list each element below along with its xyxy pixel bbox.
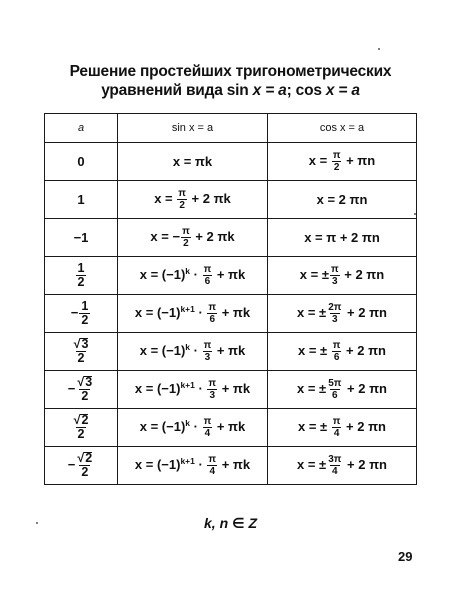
denominator: 6 bbox=[333, 352, 340, 363]
table-row bbox=[45, 371, 417, 409]
fraction bbox=[332, 150, 342, 173]
numerator: π bbox=[203, 340, 212, 351]
a-value: 0 bbox=[77, 154, 85, 169]
cos-suffix: + 2 πn bbox=[343, 456, 387, 472]
fraction bbox=[76, 376, 93, 403]
cos-suffix: + πn bbox=[342, 152, 376, 168]
numerator: π bbox=[332, 340, 341, 351]
sin-suffix: + πk bbox=[213, 342, 246, 358]
sin-dot: · bbox=[190, 266, 202, 282]
cell-cos bbox=[268, 295, 417, 333]
cos-suffix: + 2 πn bbox=[343, 304, 387, 320]
numerator: 2π bbox=[328, 302, 342, 313]
sin-prefix: x = bbox=[154, 190, 177, 206]
numerator: π bbox=[208, 378, 217, 389]
sin-exponent: k bbox=[185, 265, 191, 276]
cell-a bbox=[45, 143, 118, 181]
cos-solution: x = π + 2 πn bbox=[304, 230, 380, 245]
sqrt-expression bbox=[73, 414, 90, 427]
cell-cos bbox=[268, 447, 417, 485]
denominator: 4 bbox=[333, 428, 340, 439]
sin-suffix: + πk bbox=[213, 418, 246, 434]
header-cos: cos x = a bbox=[268, 114, 417, 143]
table-row bbox=[45, 333, 417, 371]
cos-prefix: x = ± bbox=[297, 456, 327, 472]
fraction bbox=[181, 226, 191, 249]
cos-suffix: + 2 πn bbox=[342, 342, 386, 358]
denominator: 2 bbox=[183, 238, 189, 249]
cell-a bbox=[45, 219, 118, 257]
title-line-2-sep: ; cos bbox=[286, 82, 326, 99]
cos-suffix: + 2 πn bbox=[343, 380, 387, 396]
fraction bbox=[177, 188, 187, 211]
cell-sin bbox=[118, 257, 268, 295]
page-title bbox=[0, 62, 461, 100]
sqrt-radicand: 2 bbox=[81, 413, 89, 427]
cell-cos bbox=[268, 409, 417, 447]
denominator: 6 bbox=[204, 276, 211, 287]
header-sin: sin x = a bbox=[118, 114, 268, 143]
table-row bbox=[45, 181, 417, 219]
cell-sin bbox=[118, 409, 268, 447]
sqrt-radicand: 3 bbox=[85, 375, 93, 389]
denominator: 3 bbox=[204, 352, 211, 363]
denominator: 2 bbox=[77, 275, 85, 289]
table-header-row bbox=[45, 114, 417, 143]
denominator: 6 bbox=[332, 390, 338, 401]
cell-a bbox=[45, 409, 118, 447]
sin-suffix: + 2 πk bbox=[187, 190, 231, 206]
denominator: 4 bbox=[209, 466, 216, 477]
cell-sin bbox=[118, 295, 268, 333]
fraction bbox=[327, 454, 342, 477]
a-sign: − bbox=[67, 380, 76, 396]
denominator: 2 bbox=[77, 427, 85, 441]
cell-cos bbox=[268, 219, 417, 257]
sin-prefix: x = (−1) bbox=[139, 342, 186, 358]
numerator: π bbox=[182, 226, 190, 237]
numerator: π bbox=[203, 416, 212, 427]
fraction bbox=[330, 264, 340, 287]
sin-suffix: + πk bbox=[218, 304, 251, 320]
cell-a bbox=[45, 257, 118, 295]
numerator: π bbox=[332, 150, 341, 161]
cos-prefix: x = ± bbox=[297, 380, 327, 396]
sqrt-symbol: √ bbox=[77, 451, 85, 465]
a-sign: − bbox=[67, 456, 76, 472]
title-line-2 bbox=[0, 81, 461, 100]
sin-dot: · bbox=[194, 304, 207, 320]
cell-sin bbox=[118, 333, 268, 371]
fraction bbox=[76, 452, 93, 479]
denominator: 2 bbox=[333, 162, 340, 173]
scan-speck bbox=[36, 522, 38, 524]
footer-note: k, n ∈ Z bbox=[204, 515, 257, 531]
table-row bbox=[45, 257, 417, 295]
header-a: a bbox=[45, 114, 118, 143]
title-var-2: x = a bbox=[325, 82, 360, 99]
sin-suffix: + πk bbox=[213, 266, 246, 282]
sin-suffix: + πk bbox=[218, 380, 251, 396]
table-row bbox=[45, 295, 417, 333]
numerator: π bbox=[208, 302, 217, 313]
sin-dot: · bbox=[190, 418, 202, 434]
cell-a bbox=[45, 447, 118, 485]
sin-prefix: x = (−1) bbox=[139, 418, 186, 434]
sin-exponent: k+1 bbox=[180, 379, 195, 390]
sin-prefix: x = (−1) bbox=[134, 380, 181, 396]
sqrt-radicand: 3 bbox=[81, 337, 89, 351]
sqrt-symbol: √ bbox=[73, 337, 81, 351]
cell-cos bbox=[268, 371, 417, 409]
fraction bbox=[327, 302, 342, 325]
fraction bbox=[203, 416, 213, 439]
scan-speck bbox=[414, 213, 416, 215]
cos-prefix: x = ± bbox=[297, 304, 327, 320]
sin-solution: x = πk bbox=[172, 154, 213, 169]
fraction bbox=[203, 264, 213, 287]
sin-prefix: x = (−1) bbox=[134, 456, 181, 472]
cell-cos bbox=[268, 181, 417, 219]
sin-exponent: k bbox=[185, 417, 191, 428]
fraction bbox=[332, 416, 342, 439]
denominator: 4 bbox=[204, 428, 211, 439]
sin-prefix: x = − bbox=[150, 228, 181, 244]
denominator: 3 bbox=[332, 314, 338, 325]
sin-dot: · bbox=[194, 456, 207, 472]
cell-a bbox=[45, 333, 118, 371]
solutions-table bbox=[44, 113, 417, 485]
cell-sin bbox=[118, 371, 268, 409]
denominator: 2 bbox=[81, 389, 89, 403]
cell-a bbox=[45, 181, 118, 219]
denominator: 2 bbox=[81, 313, 89, 327]
sqrt-expression bbox=[76, 376, 93, 389]
title-line-2-prefix: уравнений вида sin bbox=[101, 82, 253, 99]
numerator: π bbox=[208, 454, 217, 465]
numerator: π bbox=[332, 416, 341, 427]
cos-prefix: x = ± bbox=[297, 342, 331, 358]
numerator: 3π bbox=[328, 454, 342, 465]
cell-a bbox=[45, 295, 118, 333]
sin-suffix: + πk bbox=[218, 456, 251, 472]
cell-cos bbox=[268, 333, 417, 371]
cos-suffix: + 2 πn bbox=[342, 418, 386, 434]
cos-suffix: + 2 πn bbox=[340, 266, 385, 282]
cos-prefix: x = ± bbox=[297, 418, 331, 434]
table-row bbox=[45, 447, 417, 485]
table-row bbox=[45, 409, 417, 447]
fraction bbox=[73, 414, 90, 441]
denominator: 4 bbox=[332, 466, 338, 477]
sin-dot: · bbox=[190, 342, 202, 358]
sqrt-symbol: √ bbox=[77, 375, 85, 389]
sqrt-symbol: √ bbox=[73, 413, 81, 427]
denominator: 2 bbox=[179, 200, 185, 211]
denominator: 2 bbox=[77, 351, 85, 365]
denominator: 6 bbox=[209, 314, 216, 325]
table-row bbox=[45, 219, 417, 257]
fraction bbox=[207, 378, 217, 401]
a-value: −1 bbox=[73, 230, 89, 245]
scan-speck bbox=[378, 48, 380, 50]
denominator: 2 bbox=[81, 465, 89, 479]
page-number: 29 bbox=[398, 549, 413, 564]
fraction bbox=[73, 338, 90, 365]
cell-sin bbox=[118, 143, 268, 181]
cell-cos bbox=[268, 257, 417, 295]
title-line-1: Решение простейших тригонометрических bbox=[69, 63, 392, 80]
cell-a bbox=[45, 371, 118, 409]
fraction bbox=[76, 262, 87, 289]
sin-suffix: + 2 πk bbox=[191, 228, 235, 244]
sqrt-expression bbox=[73, 338, 90, 351]
sqrt-expression bbox=[76, 452, 93, 465]
cell-cos bbox=[268, 143, 417, 181]
a-value: 1 bbox=[77, 192, 85, 207]
numerator: π bbox=[330, 264, 339, 275]
title-var-1: x = a bbox=[252, 82, 287, 99]
numerator: 5π bbox=[328, 378, 342, 389]
fraction bbox=[207, 302, 217, 325]
fraction bbox=[327, 378, 342, 401]
a-sign: − bbox=[70, 304, 79, 320]
sin-prefix: x = (−1) bbox=[139, 266, 186, 282]
sin-dot: · bbox=[194, 380, 207, 396]
table-row bbox=[45, 143, 417, 181]
sin-exponent: k+1 bbox=[180, 455, 195, 466]
cos-prefix: x = ± bbox=[299, 266, 329, 282]
sqrt-radicand: 2 bbox=[85, 451, 93, 465]
numerator: π bbox=[203, 264, 212, 275]
cos-prefix: x = bbox=[308, 152, 331, 168]
cell-sin bbox=[118, 219, 268, 257]
sin-exponent: k bbox=[185, 341, 191, 352]
cell-sin bbox=[118, 447, 268, 485]
denominator: 3 bbox=[209, 390, 216, 401]
cell-sin bbox=[118, 181, 268, 219]
fraction bbox=[207, 454, 217, 477]
numerator: 1 bbox=[81, 299, 89, 313]
fraction bbox=[332, 340, 342, 363]
cos-solution: x = 2 πn bbox=[316, 192, 368, 207]
fraction bbox=[79, 300, 90, 327]
numerator: π bbox=[178, 188, 186, 199]
fraction bbox=[203, 340, 213, 363]
denominator: 3 bbox=[332, 276, 338, 287]
numerator: 1 bbox=[77, 261, 85, 275]
sin-prefix: x = (−1) bbox=[134, 304, 181, 320]
sin-exponent: k+1 bbox=[180, 303, 195, 314]
